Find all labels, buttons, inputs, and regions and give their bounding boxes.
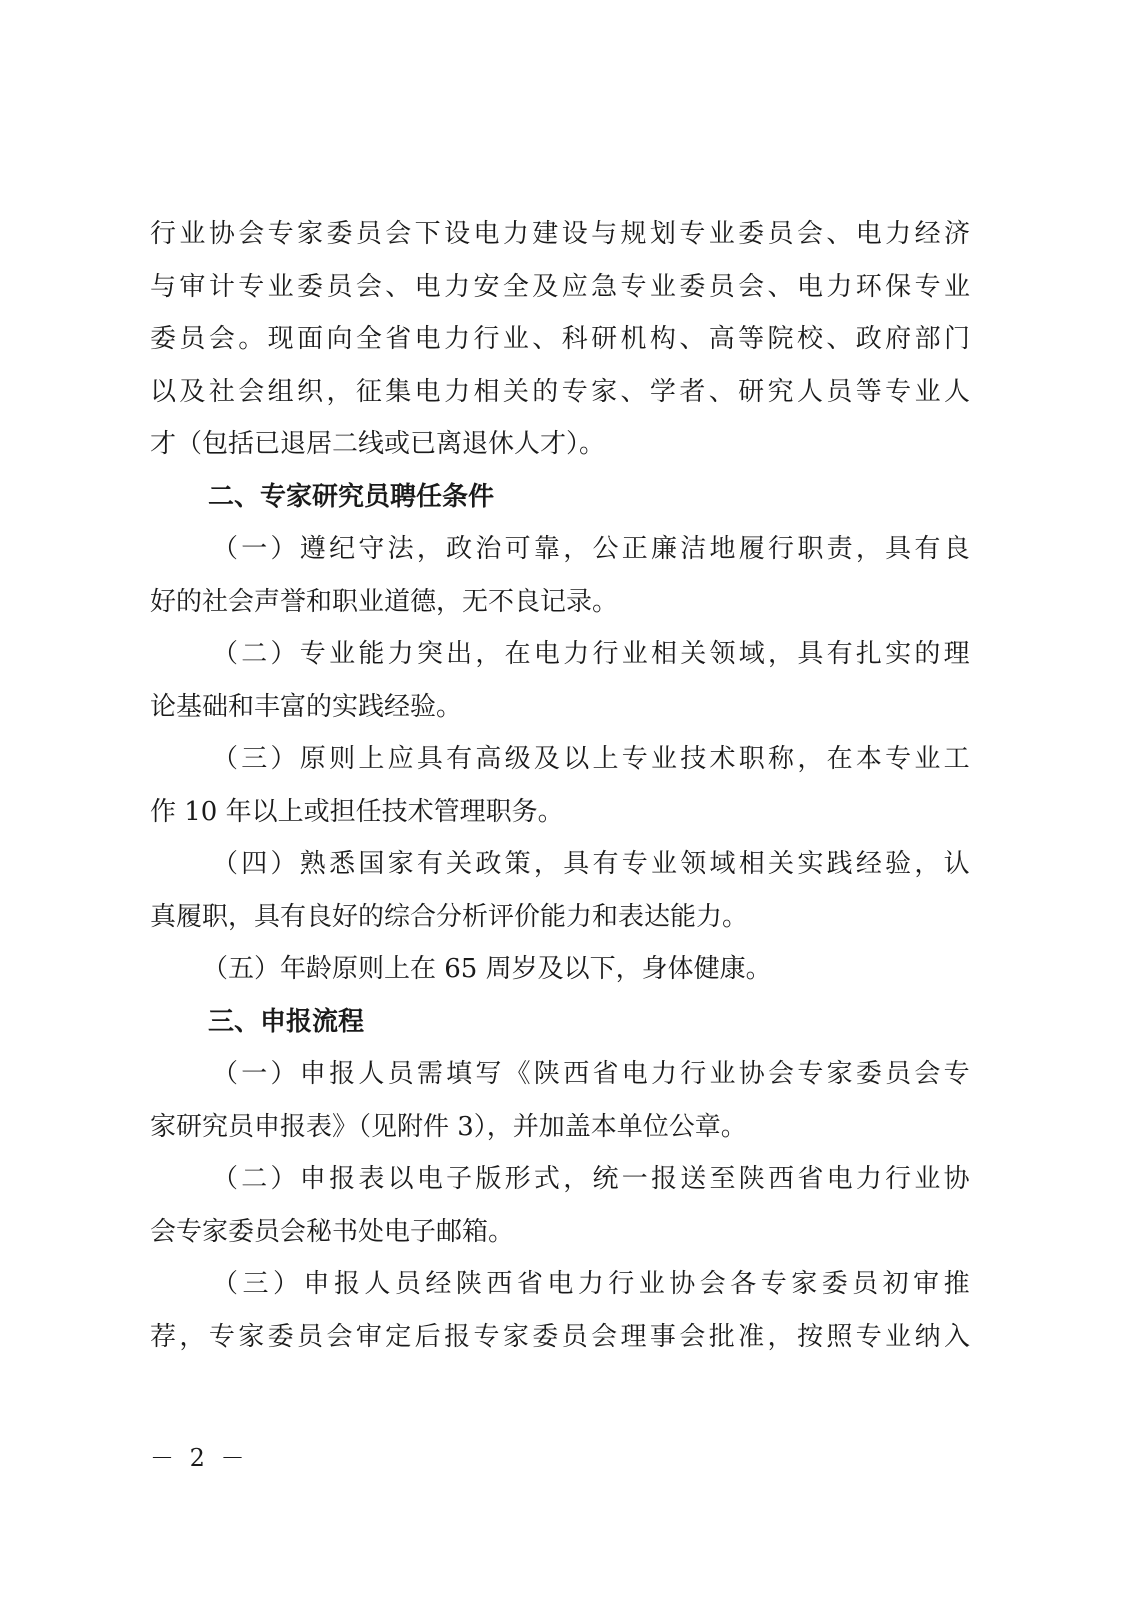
paragraph-line: 委 员 会 。 现 面 向 全 省 电 力 行 业 、 科 研 机 构 、 高 等 院 校 、 政 府 部 门: [150, 324, 970, 354]
paragraph-line: 论基础和丰富的实践经验。: [150, 691, 463, 722]
paragraph-line: 与 审 计 专 业 委 员 会 、 电 力 安 全 及 应 急 专 业 委 员 会 、 电 力 环 保 专 业: [150, 271, 970, 302]
paragraph-line: （ 一 ） 申 报 人 员 需 填 写 《 陕 西 省 电 力 行 业 协 会 专 家 委 员 会 专: [212, 1059, 970, 1089]
paragraph-line: （ 一 ） 遵 纪 守 法 ， 政 治 可 靠 ， 公 正 廉 洁 地 履 行 职 责 ， 具 有 良: [212, 534, 970, 564]
paragraph-line: （ 三 ） 申 报 人 员 经 陕 西 省 电 力 行 业 协 会 各 专 家 委 员 初 审 推: [212, 1269, 970, 1299]
paragraph-line: （ 四 ） 熟 悉 国 家 有 关 政 策 ， 具 有 专 业 领 域 相 关 实 践 经 验 ， 认: [212, 849, 970, 879]
paragraph-line: 荐 ， 专 家 委 员 会 审 定 后 报 专 家 委 员 会 理 事 会 批 准 ， 按 照 专 业 纳 入: [150, 1321, 970, 1352]
paragraph-line: 真履职，具有良好的综合分析评价能力和表达能力。: [150, 901, 749, 932]
paragraph-line: （五）年龄原则上在 65 周岁及以下，身体健康。: [202, 954, 772, 984]
paragraph-line: 才（包括已退居二线或已离退休人才）。: [150, 429, 606, 459]
paragraph-line: 家研究员申报表》（见附件 3），并加盖本单位公章。: [150, 1111, 747, 1142]
paragraph-line: 以 及 社 会 组 织 ， 征 集 电 力 相 关 的 专 家 、 学 者 、 研 究 人 员 等 专 业 人: [150, 376, 970, 407]
paragraph-line: 作 10 年以上或担任技术管理职务。: [150, 796, 564, 827]
section-heading: 二、专家研究员聘任条件: [208, 481, 495, 512]
section-heading: 三、申报流程: [208, 1006, 365, 1037]
paragraph-line: 会专家委员会秘书处电子邮箱。: [150, 1216, 515, 1247]
paragraph-line: 好的社会声誉和职业道德，无不良记录。: [150, 586, 619, 617]
paragraph-line: （ 二 ） 申 报 表 以 电 子 版 形 式 ， 统 一 报 送 至 陕 西 省 电 力 行 业 协: [212, 1164, 970, 1194]
paragraph-line: 行 业 协 会 专 家 委 员 会 下 设 电 力 建 设 与 规 划 专 业 委 员 会 、 电 力 经 济: [150, 219, 970, 249]
page-number: － 2 －: [150, 1444, 249, 1472]
paragraph-line: （ 二 ） 专 业 能 力 突 出 ， 在 电 力 行 业 相 关 领 域 ， 具 有 扎 实 的 理: [212, 639, 970, 669]
document-body: [150, 208, 970, 1363]
paragraph-line: （ 三 ） 原 则 上 应 具 有 高 级 及 以 上 专 业 技 术 职 称 ， 在 本 专 业 工: [212, 744, 970, 774]
